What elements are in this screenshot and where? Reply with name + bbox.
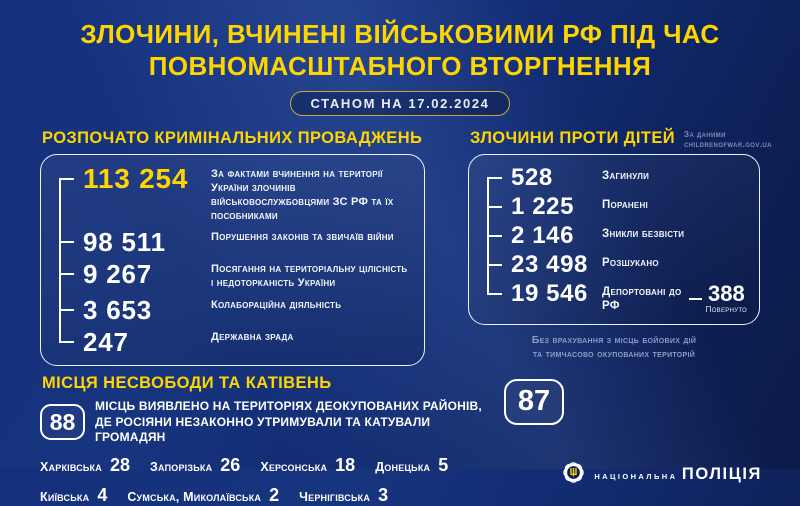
stat-row (487, 253, 747, 277)
date-badge: СТАНОМ НА 17.02.2024 (290, 91, 511, 116)
stat-value: 98 511 (83, 227, 166, 258)
police-badge-trident-icon (560, 457, 587, 493)
stat-label: Депортовані до РФ (602, 286, 682, 313)
region-stat (127, 485, 279, 506)
stat-value: 9 267 (83, 259, 153, 290)
source-line2: childrenofwar.gov.ua (684, 140, 772, 150)
stat-label: Державна зрада (211, 330, 294, 343)
stat-row (487, 166, 747, 190)
footnote-line1: Без врахування з місць бойових дій (531, 334, 697, 347)
children-footnote (468, 334, 760, 361)
region-stat (150, 455, 240, 476)
detention-desc-line2: ДЕ РОСІЯНИ НЕЗАКОННО УТРИМУВАЛИ ТА КАТУВАЛИ ГРОМАДЯН (95, 414, 431, 445)
stat-value: 1 225 (511, 193, 575, 221)
bracket-tick (59, 273, 74, 275)
bracket-tick (59, 341, 74, 343)
region-row-1 (40, 455, 490, 476)
region-stat (375, 455, 448, 476)
stat-value: 3 653 (83, 294, 153, 325)
children-rows (487, 166, 747, 314)
detention-header: МІСЦЯ НЕСВОБОДИ ТА КАТІВЕНЬ (42, 373, 332, 392)
region-name: Харківська (40, 459, 102, 474)
stat-label: Загинули (602, 170, 650, 183)
sexual-violence-count-badge: 87 (504, 379, 564, 425)
detention-section (40, 374, 490, 506)
region-value: 5 (438, 454, 449, 475)
region-name: Київська (40, 489, 90, 504)
bracket-tick (59, 241, 74, 243)
stat-row (59, 326, 412, 357)
proceedings-rows (59, 163, 412, 357)
stat-value: 19 546 (511, 280, 589, 308)
sexual-violence-summary (504, 377, 760, 425)
returned-stat (689, 282, 747, 314)
region-value: 4 (97, 484, 108, 505)
children-header-row (468, 129, 772, 154)
bracket-tick (487, 177, 502, 179)
stat-row (487, 224, 747, 248)
police-logo-line2: ПОЛІЦІЯ (681, 464, 762, 483)
region-name: Сумська, Миколаївська (127, 489, 262, 504)
region-value: 18 (335, 454, 356, 475)
region-value: 2 (269, 484, 280, 505)
bracket-tick (487, 264, 502, 266)
stat-row (59, 261, 412, 291)
region-stat (260, 455, 355, 476)
region-value: 28 (109, 454, 130, 475)
children-panel (468, 154, 760, 325)
returned-label: Повернуто (705, 305, 747, 315)
footnote-line2: та тимчасово окупованих територій (532, 348, 696, 361)
stat-value: 247 (83, 326, 129, 357)
dash-line (689, 298, 702, 300)
bracket-tick (487, 293, 502, 295)
stat-label: Розшукано (602, 257, 659, 270)
bracket-tick (487, 206, 502, 208)
region-name: Донецька (375, 459, 431, 474)
detention-count-badge: 88 (40, 404, 85, 440)
stat-row (487, 195, 747, 219)
region-value: 26 (220, 454, 241, 475)
page-title-line2: ПОВНОМАСШТАБНОГО ВТОРГНЕННЯ (148, 51, 652, 82)
stat-label: За фактами вчинення на території України злочинів військовослужбовцями ЗС РФ та їх пособниками (211, 168, 394, 222)
proceedings-section (40, 129, 425, 366)
proceedings-panel (40, 154, 425, 366)
page-title (0, 0, 800, 82)
region-stat (40, 455, 130, 476)
stat-label: Поранені (602, 199, 649, 212)
region-name: Чернігівська (299, 489, 371, 504)
children-section (468, 129, 772, 366)
detention-description (95, 399, 490, 446)
bracket-tick (59, 178, 74, 180)
national-police-logo (560, 457, 762, 493)
region-name: Запорізька (149, 459, 213, 474)
stat-row (59, 163, 412, 223)
detention-desc-line1: МІСЦЬ ВИЯВЛЕНО НА ТЕРИТОРІЯХ ДЕОКУПОВАНИХ РАЙОНІВ, (95, 398, 482, 413)
stat-label: Посягання на територіальну цілісність і недоторканість України (211, 263, 408, 290)
region-stat (40, 485, 107, 506)
region-stat (299, 485, 388, 506)
stat-value: 113 254 (83, 163, 189, 195)
region-value: 3 (378, 484, 389, 505)
source-line1: За даними (684, 130, 726, 140)
stat-label: Порушення законів та звичаїв війни (211, 231, 394, 244)
stat-label: Колабораційна діяльність (211, 298, 342, 311)
region-row-2 (40, 485, 490, 506)
page-title-line1: ЗЛОЧИНИ, ВЧИНЕНІ ВІЙСЬКОВИМИ РФ ПІД ЧАС (80, 19, 720, 49)
region-name: Херсонська (260, 459, 328, 474)
children-header: ЗЛОЧИНИ ПРОТИ ДІТЕЙ (470, 129, 676, 148)
bracket-tick (487, 235, 502, 237)
stat-row (487, 282, 747, 314)
stat-value: 2 146 (511, 222, 575, 250)
returned-value: 388 (707, 281, 745, 307)
stat-value: 528 (511, 164, 553, 192)
proceedings-header: РОЗПОЧАТО КРИМІНАЛЬНИХ ПРОВАДЖЕНЬ (42, 129, 423, 148)
stat-row (59, 227, 412, 258)
stat-label: Зникли безвісти (602, 228, 685, 241)
bracket-tick (59, 309, 74, 311)
stats-columns (0, 116, 800, 366)
children-source-note (684, 129, 772, 150)
detention-summary (40, 399, 490, 446)
stat-row (59, 294, 412, 325)
stat-value: 23 498 (511, 251, 589, 279)
police-logo-line1: НАЦІОНАЛЬНА (594, 471, 678, 481)
